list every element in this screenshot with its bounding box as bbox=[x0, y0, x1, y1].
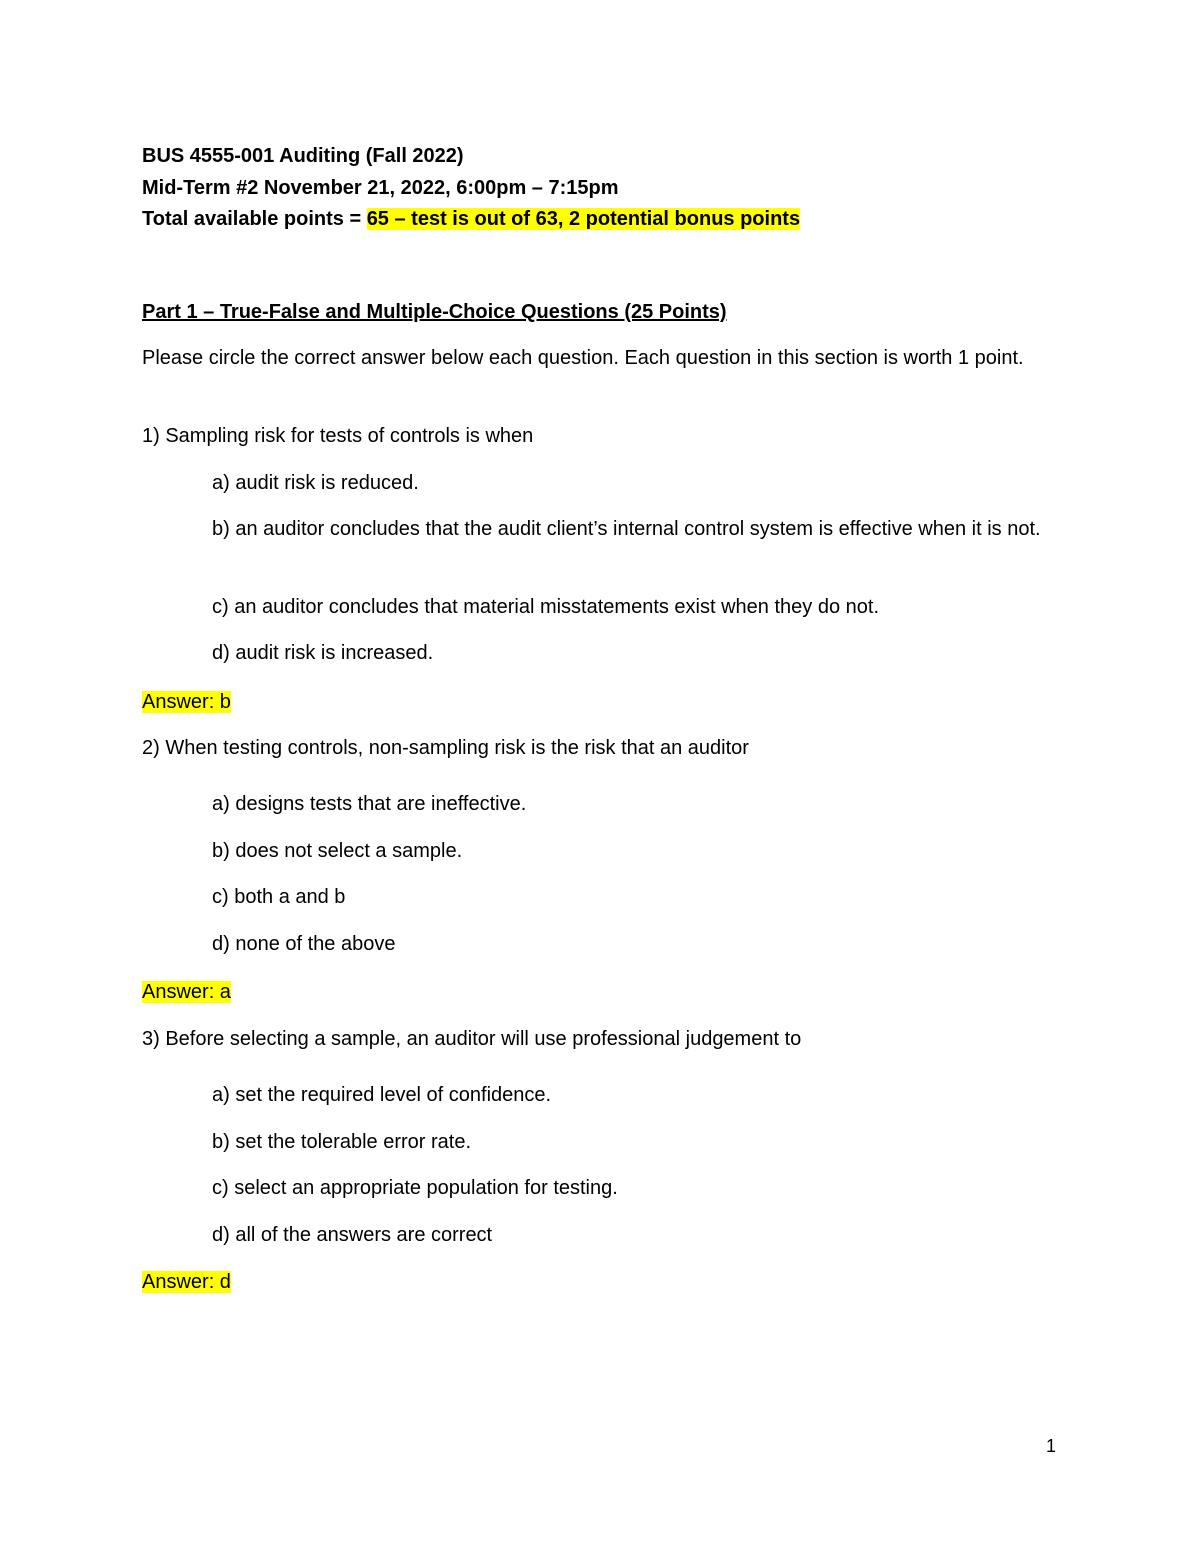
part-1-instructions: Please circle the correct answer below each question. Each question in this section is worth 1 point. bbox=[142, 347, 1024, 369]
question-3-option-d[interactable]: d) all of the answers are correct bbox=[212, 1224, 493, 1246]
question-2-option-d[interactable]: d) none of the above bbox=[212, 933, 396, 955]
points-prefix: Total available points = bbox=[142, 208, 367, 230]
part-1-heading: Part 1 – True-False and Multiple-Choice Questions (25 Points) bbox=[142, 301, 727, 323]
question-3-option-a[interactable]: a) set the required level of confidence. bbox=[212, 1084, 552, 1106]
question-2-option-c[interactable]: c) both a and b bbox=[212, 886, 346, 908]
question-1-option-a[interactable]: a) audit risk is reduced. bbox=[212, 472, 419, 494]
answer-highlight: Answer: b bbox=[142, 691, 231, 713]
page-number: 1 bbox=[1046, 1436, 1057, 1456]
question-1-option-d[interactable]: d) audit risk is increased. bbox=[212, 642, 434, 664]
question-1-option-c[interactable]: c) an auditor concludes that material misstatements exist when they do not. bbox=[212, 596, 880, 618]
exam-details: Mid-Term #2 November 21, 2022, 6:00pm – 7:15pm bbox=[142, 177, 619, 199]
question-1-stem: 1) Sampling risk for tests of controls is when bbox=[142, 425, 534, 447]
course-title: BUS 4555-001 Auditing (Fall 2022) bbox=[142, 145, 464, 167]
question-1-option-b[interactable]: b) an auditor concludes that the audit client’s internal control system is effective when it is not. bbox=[212, 518, 1041, 540]
question-2-answer bbox=[142, 976, 231, 1008]
question-3-option-b[interactable]: b) set the tolerable error rate. bbox=[212, 1131, 472, 1153]
question-3-stem: 3) Before selecting a sample, an auditor will use professional judgement to bbox=[142, 1028, 802, 1050]
answer-highlight: Answer: d bbox=[142, 1271, 231, 1293]
question-1-answer bbox=[142, 686, 231, 718]
points-highlight: 65 – test is out of 63, 2 potential bonus points bbox=[366, 208, 801, 230]
question-2-option-b[interactable]: b) does not select a sample. bbox=[212, 840, 463, 862]
question-2-stem: 2) When testing controls, non-sampling risk is the risk that an auditor bbox=[142, 737, 749, 759]
question-3-answer bbox=[142, 1266, 231, 1298]
answer-highlight: Answer: a bbox=[142, 981, 231, 1003]
question-2-option-a[interactable]: a) designs tests that are ineffective. bbox=[212, 793, 527, 815]
question-3-option-c[interactable]: c) select an appropriate population for testing. bbox=[212, 1177, 618, 1199]
points-line bbox=[142, 203, 800, 235]
